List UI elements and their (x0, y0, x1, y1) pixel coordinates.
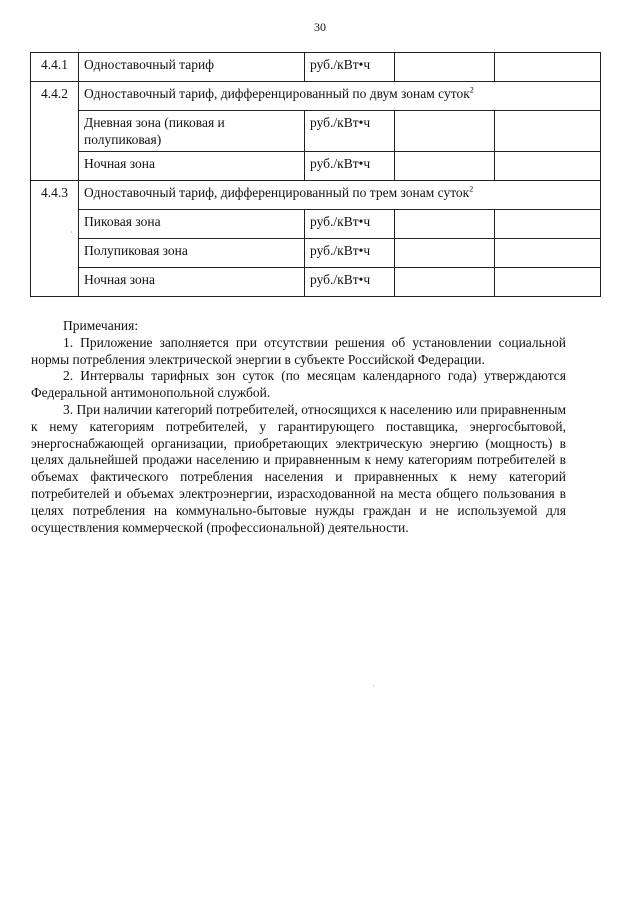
value-cell (495, 152, 601, 181)
zone-name: Ночная зона (79, 268, 305, 297)
zone-name: Полупиковая зона (79, 239, 305, 268)
table-row (31, 239, 601, 268)
unit-cell: руб./кВт•ч (305, 152, 395, 181)
zone-name: Дневная зона (пиковая и полупиковая) (79, 111, 305, 152)
table-row (31, 111, 601, 152)
tariff-table (30, 52, 601, 297)
notes-heading: Примечания: (63, 318, 139, 333)
value-cell (495, 239, 601, 268)
footnote-mark: 2 (469, 184, 474, 194)
zone-name: Пиковая зона (79, 210, 305, 239)
page-number: 30 (314, 20, 326, 34)
notes-section (31, 318, 566, 536)
unit-cell: руб./кВт•ч (305, 239, 395, 268)
value-cell (395, 152, 495, 181)
value-cell (495, 53, 601, 82)
row-number: 4.4.3 (31, 181, 79, 297)
unit-cell: руб./кВт•ч (305, 111, 395, 152)
tariff-group-title: Одноставочный тариф, дифференцированный по двум зонам суток (84, 86, 470, 101)
row-number: 4.4.2 (31, 82, 79, 181)
table-row (31, 82, 601, 111)
value-cell (395, 53, 495, 82)
footnote-mark: 2 (469, 85, 474, 95)
value-cell (395, 268, 495, 297)
zone-name: Ночная зона (79, 152, 305, 181)
value-cell (395, 239, 495, 268)
table-row (31, 181, 601, 210)
row-number: 4.4.1 (31, 53, 79, 82)
tariff-name: Одноставочный тариф (79, 53, 305, 82)
table-row (31, 210, 601, 239)
note-item: 1. Приложение заполняется при отсутствии решения об установлении социальной нормы потребления электрической энергии в субъекте Российской Федерации. (31, 334, 566, 367)
note-item: 3. При наличии категорий потребителей, относящихся к населению или приравненным к нему категориям потребителей, у гарантирующего поставщика, энергосбытовой, энергоснабжающей организации, приобретающих электрическую энергию (мощность) в целях дальнейшей продажи населению и приравненным к нему категориям потребителей в объемах фактического потребления населения и приравненных к нему категорий потребителей и объемах электроэнергии, израсходованной на места общего пользования в целях потребления на коммунально-бытовые нужды граждан и не используемой для осуществления коммерческой (профессиональной) деятельности. (31, 401, 566, 535)
scan-speck: · (372, 682, 375, 691)
value-cell (395, 111, 495, 152)
tariff-group-title: Одноставочный тариф, дифференцированный по трем зонам суток (84, 185, 470, 200)
table-row (31, 152, 601, 181)
note-item: 2. Интервалы тарифных зон суток (по месяцам календарного года) утверждаются Федеральной антимонопольной службой. (31, 368, 566, 401)
value-cell (495, 268, 601, 297)
unit-cell: руб./кВт•ч (305, 53, 395, 82)
value-cell (495, 210, 601, 239)
unit-cell: руб./кВт•ч (305, 210, 395, 239)
unit-cell: руб./кВт•ч (305, 268, 395, 297)
value-cell (495, 111, 601, 152)
tariff-group-header (79, 181, 601, 210)
table-row (31, 53, 601, 82)
tariff-group-header (79, 82, 601, 111)
value-cell (395, 210, 495, 239)
table-row (31, 268, 601, 297)
scan-speck: · (70, 228, 73, 237)
